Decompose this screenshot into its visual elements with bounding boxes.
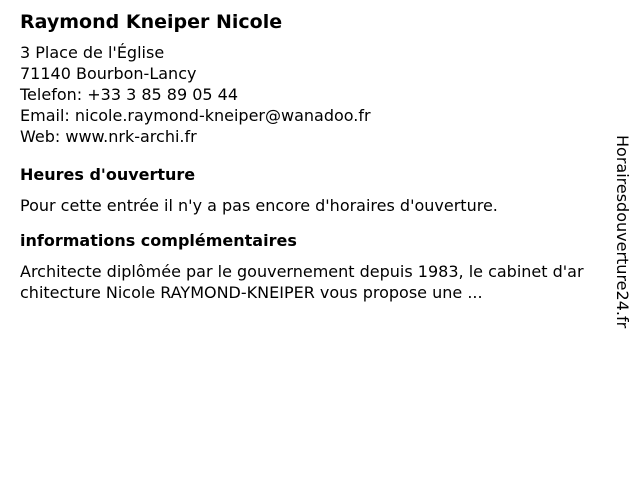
entry-card (20, 8, 600, 303)
info-text: Architecte diplômée par le gouvernement depuis 1983, le cabinet d'architecture Nicole RAYMOND-KNEIPER vous propose une ... (20, 262, 584, 302)
phone-number[interactable]: Telefon: +33 3 85 89 05 44 (20, 85, 239, 104)
postal-city: 71140 Bourbon-Lancy (20, 64, 197, 83)
hours-text: Pour cette entrée il n'y a pas encore d'horaires d'ouverture. (20, 196, 498, 215)
website-link[interactable]: Web: www.nrk-archi.fr (20, 127, 197, 146)
street-address: 3 Place de l'Église (20, 43, 165, 62)
entry-title: Raymond Kneiper Nicole (20, 11, 283, 33)
hours-heading: Heures d'ouverture (20, 165, 196, 184)
site-brand-vertical: Horairesdouverture24.fr (613, 135, 632, 329)
info-heading: informations complémentaires (20, 231, 297, 250)
email-address[interactable]: Email: nicole.raymond-kneiper@wanadoo.fr (20, 106, 371, 125)
